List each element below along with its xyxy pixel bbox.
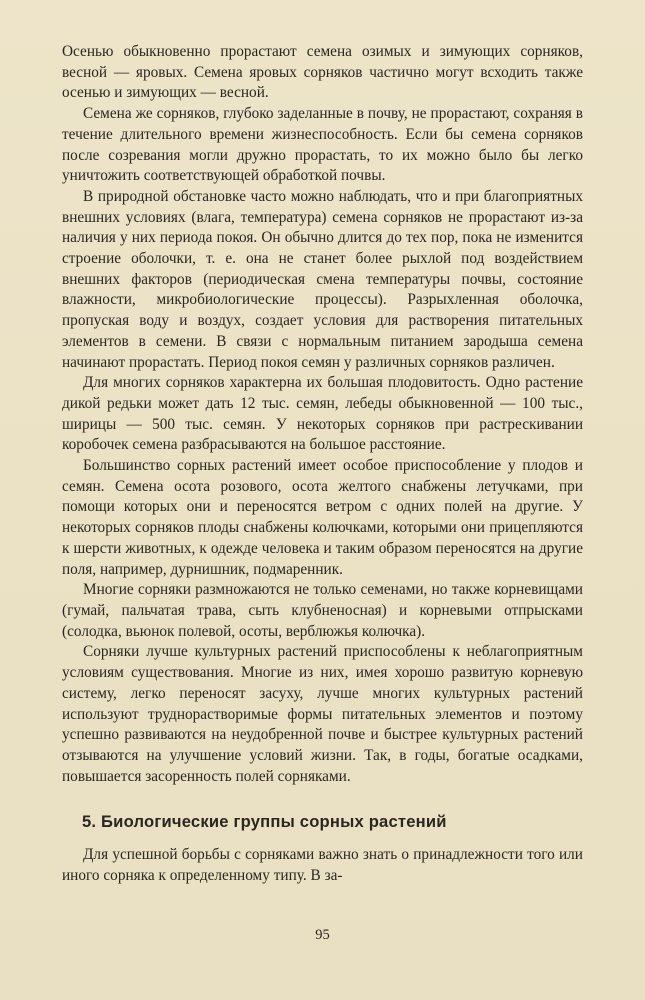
main-text — [62, 42, 583, 887]
paragraph-2: Семена же сорняков, глубоко заделанные в почву, не прорастают, сохраняя в течение длительного времени жизнеспособность. Если бы семена сорняков после созревания могли дружно прорастать, то их можно было бы легко уничтожить соответствующей обработкой почвы. — [62, 105, 583, 185]
paragraph-4: Для многих сорняков характерна их большая плодовитость. Одно растение дикой редьки может дать 12 тыс. семян, лебеды обыкновенной — 100 тыс., ширицы — 500 тыс. семян. У некоторых сорняков при растрескивании коробочек семена разбрасываются на большое расстояние. — [62, 374, 583, 454]
paragraph-3: В природной обстановке часто можно наблюдать, что и при благоприятных внешних условиях (влага, температура) семена сорняков не прорастают из-за наличия у них периода покоя. Он обычно длится до тех пор, пока не изменится строение оболочки, т. е. она не станет более рыхлой под воздействием внешних факторов (периодическая смена температуры почвы, состояние влажности, микробиологические процессы). Разрыхленная оболочка, пропуская воду и воздух, создает условия для растворения питательных элементов в семени. В связи с нормальным питанием зародыша семена начинают прорастать. Период покоя семян у различных сорняков различен. — [62, 187, 583, 371]
paragraph-1: Осенью обыкновенно прорастают семена озимых и зимующих сорняков, весной — яровых. Семена яровых сорняков частично могут всходить также осенью и зимующих — весной. — [62, 43, 583, 102]
paragraph-5: Большинство сорных растений имеет особое приспособление у плодов и семян. Семена осота розового, осота желтого снабжены летучками, при помощи которых они и переносятся ветром с одних полей на другие. У некоторых сорняков плоды снабжены колючками, которыми они прицепляются к шерсти животных, к одежде человека и таким образом переносятся на другие поля, например, дурнишник, подмаренник. — [62, 457, 583, 578]
paragraph-7: Сорняки лучше культурных растений приспособлены к неблагоприятным условиям существования. Многие из них, имея хорошо развитую корневую систему, легко переносят засуху, лучше многих культурных растений используют труднорастворимые формы питательных элементов и поэтому успешно развиваются на неудобренной почве и быстрее культурных растений отзываются на улучшение условий жизни. Так, в годы, богатые осадками, повышается засоренность полей сорняками. — [62, 643, 583, 785]
paragraph-6: Многие сорняки размножаются не только семенами, но также корневищами (гумай, пальчатая трава, сыть клубненосная) и корневыми отпрысками (солодка, вьюнок полевой, осоты, верблюжья колючка). — [62, 581, 583, 640]
section-heading: 5. Биологические группы сорных растений — [82, 812, 447, 832]
page-number: 95 — [315, 927, 330, 943]
paragraph-8: Для успешной борьбы с сорняками важно знать о принадлежности того или иного сорняка к определенному типу. В за- — [62, 846, 583, 885]
